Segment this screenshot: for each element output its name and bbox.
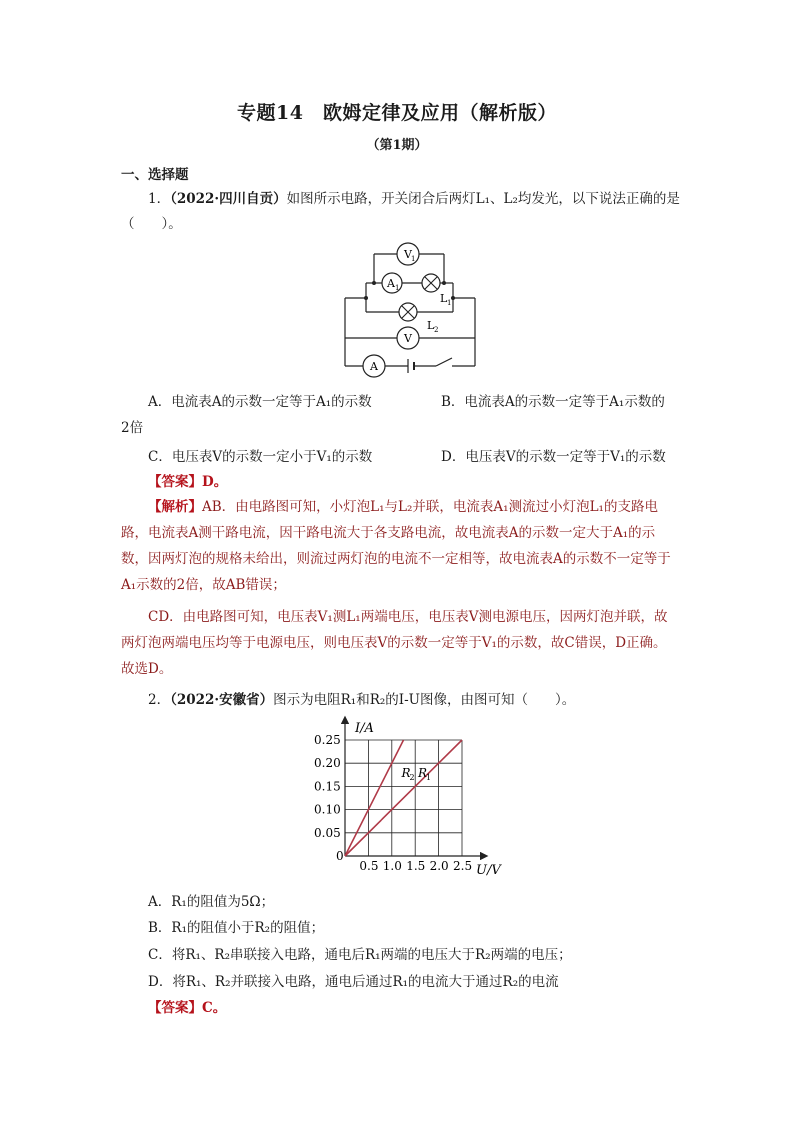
iu-chart <box>300 712 510 877</box>
q1-option-b: B．电流表A的示数一定等于A₁示数的 <box>441 394 665 410</box>
q2-option-a: A．R₁的阻值为5Ω； <box>148 894 275 910</box>
x-tick-label: 2.5 <box>453 859 473 873</box>
q1-analysis-label: 【解析】 <box>148 499 202 515</box>
x-tick-label: 1.0 <box>382 859 402 873</box>
question-2-source: （2022·安徽省） <box>170 692 274 708</box>
q1-analysis-text1: AB．由电路图可知，小灯泡L₁与L₂并联，电流表A₁测流过小灯泡L₁的支路电路，电流表A测干路电流，因干路电流大于各支路电流，故电流表A的示数一定大于A₁的示数，因两灯泡的规格未给出，则流过两灯泡的电流不一定相等，故电流表A的示数不一定等于A₁示数的2倍，故AB错误； <box>121 499 671 593</box>
chart-series <box>345 740 462 856</box>
y-tick-label: 0.05 <box>314 825 341 840</box>
v1-sub: 1 <box>411 255 416 263</box>
q1-analysis-p1 <box>121 494 677 598</box>
circuit-diagram <box>340 240 480 380</box>
question-1-text: 如图所示电路，开关闭合后两灯L₁、L₂均发光，以下说法正确的是（ ）。 <box>121 191 680 232</box>
page-title: 专题14 欧姆定律及应用（解析版） <box>237 102 557 124</box>
a1-sub: 1 <box>395 284 400 292</box>
question-2-stem <box>121 688 681 713</box>
l1-sub: 1 <box>447 299 452 307</box>
y-axis-label: I/A <box>355 721 374 736</box>
x-tick-label: 2.0 <box>429 859 449 873</box>
question-1-source: （2022·四川自贡） <box>170 191 287 207</box>
v1-label: V <box>404 248 412 261</box>
q1-option-a: A．电流表A的示数一定等于A₁的示数 <box>148 394 372 410</box>
question-2-text: 图示为电阻R₁和R₂的I-U图像，由图可知（ ）。 <box>273 692 576 708</box>
q2-answer: 【答案】C。 <box>148 1000 227 1016</box>
l1-label: L <box>440 292 448 305</box>
l2-sub: 2 <box>434 326 439 334</box>
question-1-number: 1． <box>148 191 171 207</box>
x-tick-label: 0.5 <box>359 859 379 873</box>
q2-option-c: C．将R₁、R₂串联接入电路，通电后R₁两端的电压大于R₂两端的电压； <box>148 947 572 963</box>
lamp-l1-icon <box>422 274 440 292</box>
y-tick-label: 0.10 <box>314 802 341 817</box>
x-tick-label: 1.5 <box>406 859 426 873</box>
y-tick-label: 0.15 <box>314 779 341 794</box>
question-1-stem <box>121 187 681 237</box>
series-label-sub: 1 <box>426 773 432 782</box>
series-line-R2 <box>345 740 404 856</box>
q1-analysis-p2: CD．由电路图可知，电压表V₁测L₁两端电压，电压表V测电源电压，因两灯泡并联，故两灯泡两端电压均等于电源电压，则电压表V的示数一定等于V₁的示数，故C错误，D正确。故选D。 <box>121 609 668 677</box>
y-tick-label: 0.20 <box>314 756 341 771</box>
q1-answer: 【答案】D。 <box>148 474 228 490</box>
q1-option-b-cont: 2倍 <box>121 420 144 436</box>
section-heading: 一、选择题 <box>121 167 189 183</box>
a1-label: A <box>387 277 395 290</box>
lamp-l2-icon <box>399 303 417 321</box>
q2-option-b: B．R₁的阻值小于R₂的阻值； <box>148 920 325 936</box>
y-tick-label: 0.25 <box>314 733 341 747</box>
series-line-R1 <box>345 740 462 856</box>
q1-option-c: C．电压表V的示数一定小于V₁的示数 <box>148 449 373 465</box>
v-label: V <box>404 332 412 345</box>
q1-option-d: D．电压表V的示数一定等于V₁的示数 <box>441 449 666 465</box>
a-label: A <box>370 360 378 373</box>
issue-label: （第1期） <box>366 138 428 153</box>
series-label-sub: 2 <box>409 773 415 782</box>
x-axis-label: U/V <box>476 863 501 877</box>
q2-option-d: D．将R₁、R₂并联接入电路，通电后通过R₁的电流大于通过R₂的电流 <box>148 974 559 990</box>
question-2-number: 2． <box>148 692 171 708</box>
series-label: R <box>418 766 428 780</box>
origin-label: 0 <box>336 849 344 863</box>
series-label: R <box>401 766 411 780</box>
l2-label: L <box>427 319 435 332</box>
